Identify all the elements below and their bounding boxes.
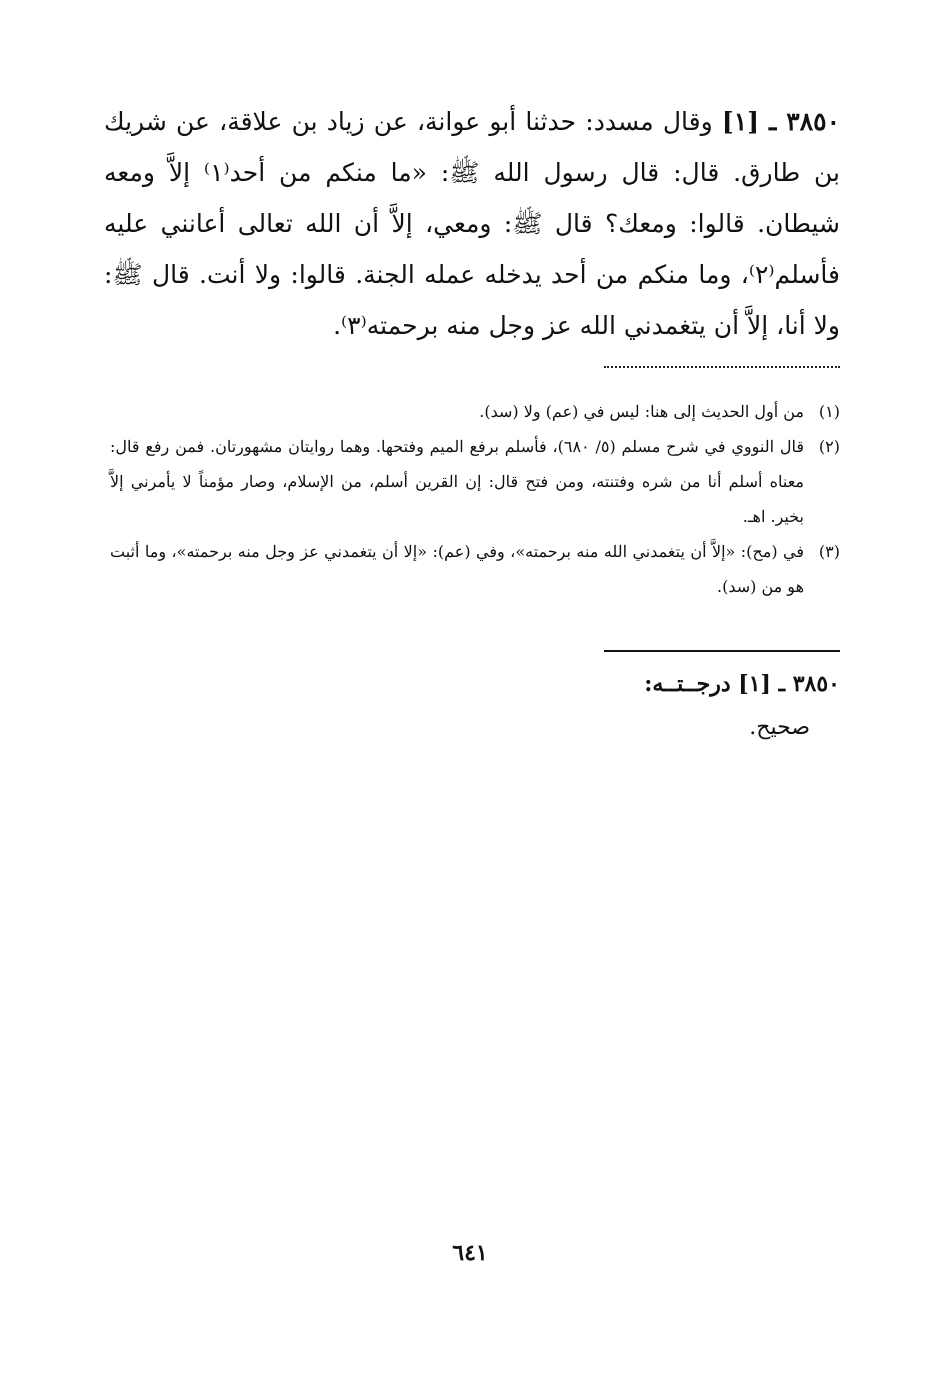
hadith-number: ٣٨٥٠ ـ [١] — [721, 107, 841, 136]
hadith-text: وقال مسدد: حدثنا أبو عوانة، عن زياد بن علاقة، عن شريك بن طارق. قال: قال رسول الله ﷺ: «ما منكم من أحد⁽١⁾ إلاَّ ومعه شيطان. قالوا: ومعك؟ قال ﷺ: ومعي، إلاَّ أن الله تعالى أعانني عليه فأسلم⁽٢⁾، وما منكم من أحد يدخله عمله الجنة. قالوا: ولا أنت. قال ﷺ: ولا أنا، إلاَّ أن يتغمدني الله عز وجل منه برحمته⁽٣⁾. — [104, 107, 840, 340]
grade-value: صحيح. — [749, 715, 810, 740]
footnote-marker: (١) — [818, 402, 840, 421]
footnote-separator — [604, 366, 840, 370]
hadith-paragraph — [104, 96, 840, 351]
footnote-1 — [110, 394, 840, 429]
section-rule — [604, 650, 840, 652]
footnote-text: في (مح): «إلاَّ أن يتغمدني الله منه برحمته»، وفي (عم): «إلا أن يتغمدني عز وجل منه برحمته»، وما أثبت هو من (سد). — [110, 542, 804, 596]
footnote-text: من أول الحديث إلى هنا: ليس في (عم) ولا (سد). — [479, 402, 804, 421]
page-number: ٦٤١ — [452, 1240, 488, 1266]
footnote-text: قال النووي في شرح مسلم (٥/ ٦٨٠)، فأسلم برفع الميم وفتحها. وهما روايتان مشهورتان. فمن رفع قال: معناه أسلم أنا من شره وفتنته، ومن فتح قال: إن القرين أسلم، من الإسلام، وصار مؤمناً لا يأمرني إلاَّ بخير. اهـ. — [110, 437, 804, 526]
footnote-marker: (٣) — [818, 542, 840, 561]
footnote-2 — [110, 429, 840, 534]
footnotes — [110, 394, 840, 604]
grade-heading: ٣٨٥٠ ـ [١] درجــتــه: — [644, 671, 840, 697]
footnote-3 — [110, 534, 840, 604]
footnote-marker: (٢) — [818, 437, 840, 456]
